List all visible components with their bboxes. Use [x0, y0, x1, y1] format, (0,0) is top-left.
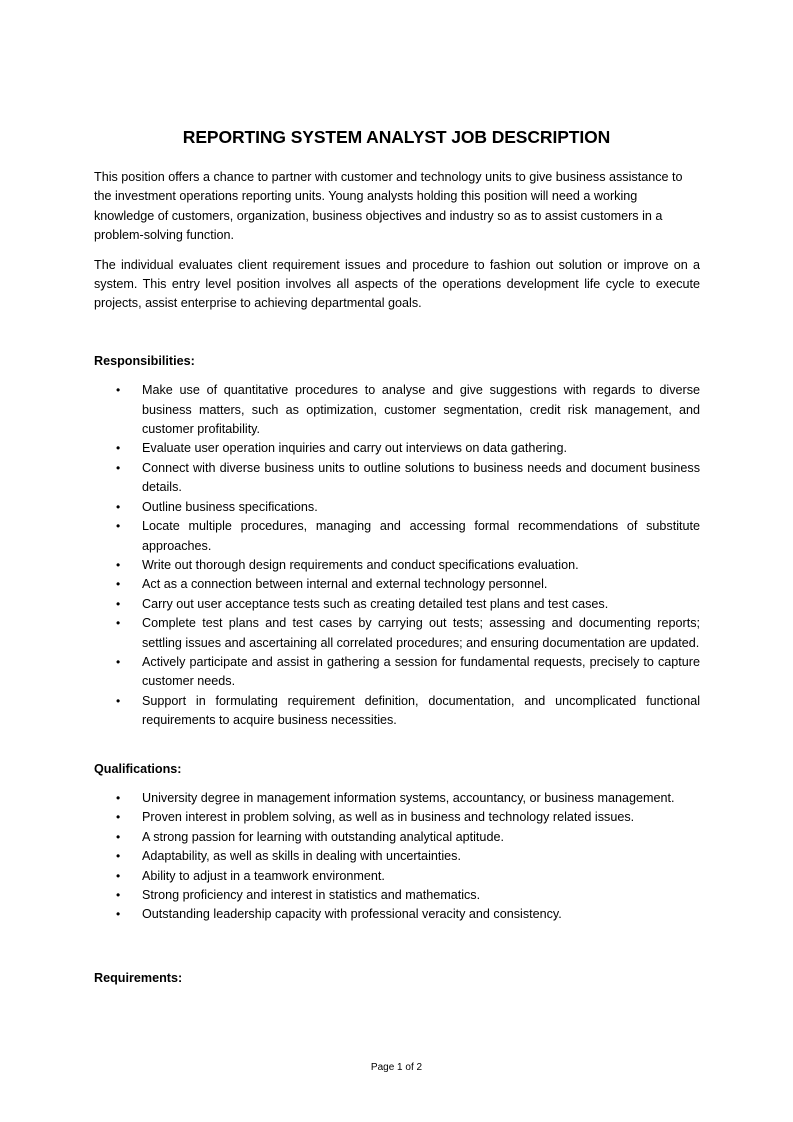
- qualifications-list: [94, 789, 700, 925]
- list-item: [94, 905, 700, 924]
- list-item-text: Locate multiple procedures, managing and accessing formal recommendations of substitute approaches.: [142, 519, 700, 553]
- bullet-icon: •: [116, 907, 121, 922]
- intro-paragraph: This position offers a chance to partner with customer and technology units to give business assistance to the investment operations reporting units. Young analysts holding this position will need a working knowledge of customers, organization, business objectives and industry so as to assist customers in a problem-solving function.: [94, 170, 683, 243]
- list-item-text: University degree in management information systems, accountancy, or business management.: [142, 790, 675, 805]
- bullet-icon: •: [116, 868, 121, 883]
- requirements-heading: Requirements:: [94, 970, 183, 985]
- list-item: [94, 808, 700, 827]
- bullet-icon: •: [116, 810, 121, 825]
- list-item: [94, 575, 700, 594]
- page-number-footer: Page 1 of 2: [370, 1062, 423, 1073]
- list-item-text: Complete test plans and test cases by carrying out tests; assessing and documenting reports; settling issues and ascertaining all correlated procedures; and ensuring documentation are updated.: [142, 616, 700, 650]
- list-item-text: Evaluate user operation inquiries and carry out interviews on data gathering.: [142, 441, 567, 456]
- list-item: [94, 828, 700, 847]
- document-body: [94, 168, 700, 988]
- list-item: [94, 439, 700, 458]
- list-item: [94, 867, 700, 886]
- responsibilities-list: [94, 381, 700, 730]
- bullet-icon: •: [116, 460, 121, 475]
- bullet-icon: •: [116, 654, 121, 669]
- list-item-text: Outstanding leadership capacity with professional veracity and consistency.: [142, 907, 562, 922]
- bullet-icon: •: [116, 557, 121, 572]
- list-item: [94, 556, 700, 575]
- bullet-icon: •: [116, 383, 121, 398]
- list-item-text: Proven interest in problem solving, as well as in business and technology related issues.: [142, 810, 635, 825]
- list-item: [94, 653, 700, 692]
- bullet-icon: •: [116, 829, 121, 844]
- list-item: [94, 381, 700, 439]
- list-item-text: Actively participate and assist in gathering a session for fundamental requests, precisely to capture customer needs.: [142, 654, 700, 689]
- list-item-text: Write out thorough design requirements and conduct specifications evaluation.: [142, 557, 579, 572]
- list-item-text: Adaptability, as well as skills in dealing with uncertainties.: [142, 849, 461, 864]
- list-item-text: Make use of quantitative procedures to analyse and give suggestions with regards to diverse business matters, such as optimization, customer segmentation, credit risk management, and customer profitability.: [142, 383, 700, 437]
- list-item: [94, 789, 700, 808]
- responsibilities-heading: Responsibilities:: [94, 353, 195, 368]
- list-item: [94, 459, 700, 498]
- intro-paragraph: The individual evaluates client requirement issues and procedure to fashion out solution or improve on a system. This entry level position involves all aspects of the operations development life cycle to execute projects, assist enterprise to achieving departmental goals.: [94, 257, 700, 311]
- bullet-icon: •: [116, 519, 121, 534]
- list-item-text: Support in formulating requirement definition, documentation, and uncomplicated functional requirements to acquire business necessities.: [142, 693, 700, 728]
- bullet-icon: •: [116, 499, 121, 514]
- list-item-text: Ability to adjust in a teamwork environment.: [142, 868, 385, 883]
- list-item-text: A strong passion for learning with outstanding analytical aptitude.: [142, 829, 504, 844]
- bullet-icon: •: [116, 693, 121, 708]
- bullet-icon: •: [116, 790, 121, 805]
- list-item-text: Strong proficiency and interest in statistics and mathematics.: [142, 888, 481, 902]
- list-item: [94, 692, 700, 731]
- list-item: [94, 614, 700, 653]
- list-item: [94, 517, 700, 556]
- list-item-text: Act as a connection between internal and external technology personnel.: [142, 577, 548, 592]
- list-item: [94, 498, 700, 517]
- list-item-text: Outline business specifications.: [142, 499, 318, 514]
- bullet-icon: •: [116, 577, 121, 592]
- list-item: [94, 847, 700, 866]
- bullet-icon: •: [116, 616, 121, 631]
- list-item-text: Carry out user acceptance tests such as creating detailed test plans and test cases.: [142, 596, 609, 611]
- bullet-icon: •: [116, 849, 121, 864]
- page-title: REPORTING SYSTEM ANALYST JOB DESCRIPTION: [182, 126, 611, 147]
- bullet-icon: •: [116, 441, 121, 456]
- bullet-icon: •: [116, 888, 121, 902]
- list-item-text: Connect with diverse business units to outline solutions to business needs and document business details.: [142, 460, 700, 495]
- bullet-icon: •: [116, 596, 121, 611]
- list-item: [94, 595, 700, 614]
- qualifications-heading: Qualifications:: [94, 761, 182, 776]
- list-item: [94, 886, 700, 905]
